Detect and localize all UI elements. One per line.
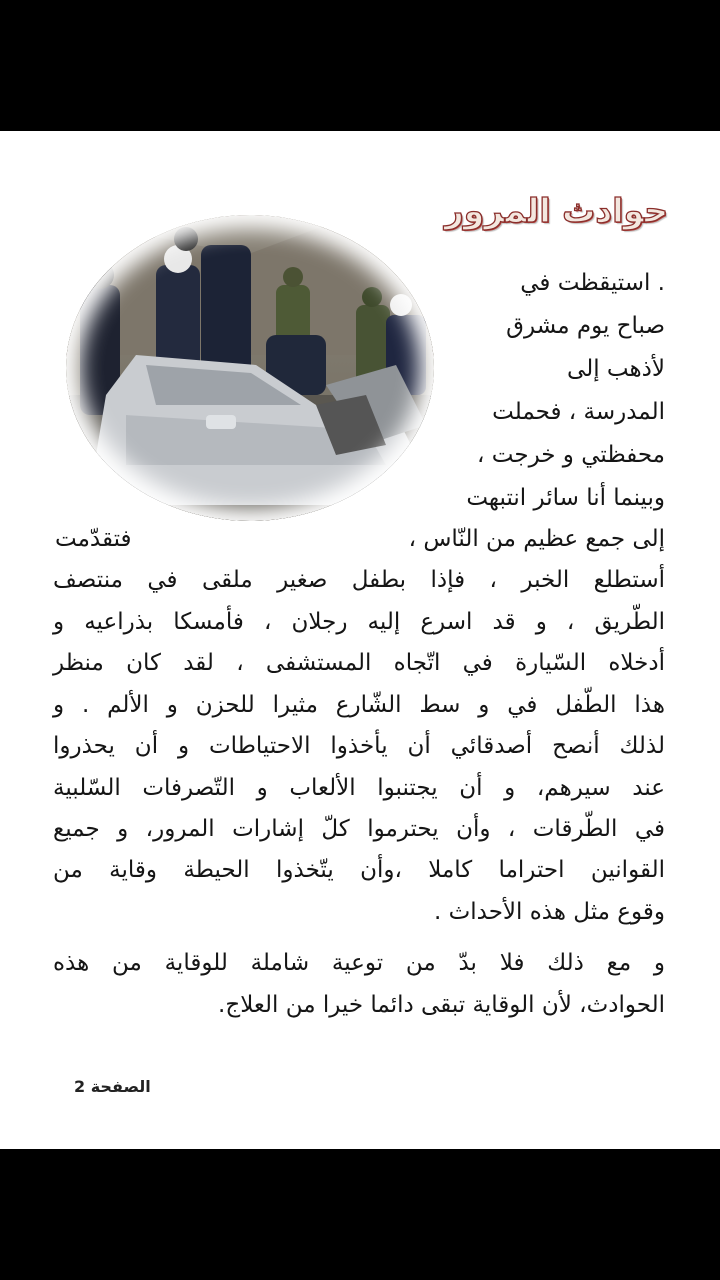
- body-line-7: إلى جمع عظيم من النّاس ،: [408, 526, 665, 552]
- body-line-7-end: فتقدّمت: [55, 526, 132, 552]
- body-line-13: عند سيرهم، و أن يجتنبوا الألعاب و التّصرفات السّلبية: [53, 775, 665, 801]
- body-line-10: أدخلاه السّيارة في اتّجاه المستشفى ، لقد كان منظر: [53, 650, 665, 676]
- accident-photo-image: [66, 215, 434, 521]
- body-line-8: أستطلع الخبر ، فإذا بطفل صغير ملقى في منتصف: [53, 567, 665, 593]
- body-line-3: لأذهب إلى: [567, 356, 665, 382]
- document-page: [0, 131, 720, 1149]
- body-line-16: وقوع مثل هذه الأحداث .: [433, 899, 665, 925]
- body-line-15: القوانين احتراما كاملا ،وأن يتّخذوا الحيطة وقاية من: [53, 857, 665, 883]
- body-line-9: الطّريق ، و قد اسرع إليه رجلان ، فأمسكا بذراعيه و: [53, 609, 665, 635]
- body-line-12: لذلك أنصح أصدقائي أن يأخذوا الاحتياطات و أن يحذروا: [53, 733, 665, 759]
- body-line-2: صباح يوم مشرق: [506, 313, 665, 339]
- body-line-1: . استيقظت في: [520, 270, 665, 296]
- body-line-11: هذا الطّفل في و سط الشّارع مثيرا للحزن و الألم . و: [53, 692, 665, 718]
- body-line-5: محفظتي و خرجت ،: [477, 442, 665, 468]
- body-line-6: وبينما أنا سائر انتبهت: [466, 485, 665, 511]
- body-line-4: المدرسة ، فحملت: [492, 399, 665, 425]
- conclusion-line-2: الحوادث، لأن الوقاية تبقى دائما خيرا من العلاج.: [218, 992, 665, 1018]
- body-line-14: في الطّرقات ، وأن يحترموا كلّ إشارات المرور، و جميع: [53, 816, 665, 842]
- conclusion-line-1: و مع ذلك فلا بدّ من توعية شاملة للوقاية من هذه: [53, 950, 665, 976]
- page-number: الصفحة 2: [74, 1077, 151, 1096]
- page-title: حوادث المرور: [444, 191, 668, 230]
- accident-photo: [66, 215, 434, 521]
